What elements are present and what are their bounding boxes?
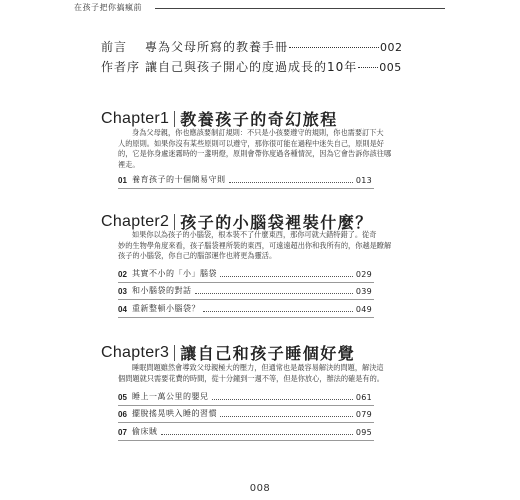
front-page-number: 005	[379, 61, 402, 74]
entry-number: 06	[118, 410, 127, 419]
entry-rule	[118, 422, 374, 423]
entry-title: 擺脫搖晃哄入睡的習慣	[132, 409, 217, 418]
chapter-number: Chapter1	[101, 109, 170, 127]
entry-rule	[118, 405, 374, 406]
intro-line: 孩子的小腦袋，你自己的腦部運作也將更為靈活。	[118, 251, 277, 260]
leader-dots	[212, 399, 353, 400]
entry-page-number: 039	[355, 287, 372, 296]
leader-dots	[161, 434, 353, 435]
running-head: 在孩子把你搞瘋前	[74, 3, 142, 12]
toc-front-author-preface[interactable]	[101, 58, 402, 75]
chapter-number: Chapter2	[101, 212, 170, 230]
chapter-title: 孩子的小腦袋裡裝什麼？	[180, 213, 373, 232]
leader-dots	[195, 293, 353, 294]
intro-line: 裡走。	[118, 159, 140, 169]
entry-page-number: 049	[355, 305, 372, 314]
entry-page-number: 029	[355, 270, 372, 279]
chapter-intro	[118, 230, 408, 262]
entry-title: 重新整頓小腦袋？	[132, 304, 200, 313]
entry-number: 01	[118, 176, 127, 185]
front-title: 專為父母所寫的教養手冊	[145, 40, 289, 54]
intro-line: 身為父母親，你也應該要制訂規則：不只是小孩要遵守的規則，你也需要訂下大	[132, 128, 384, 137]
toc-entry[interactable]	[118, 268, 372, 279]
entry-title: 偷床賊	[132, 427, 158, 436]
entry-rule	[118, 317, 374, 318]
page-number: 008	[249, 483, 271, 494]
entry-number: 02	[118, 270, 127, 279]
chapter-heading-3[interactable]	[101, 341, 355, 364]
chapter-intro	[118, 128, 408, 170]
front-label: 作者序	[101, 60, 141, 74]
entry-title: 和小腦袋的對話	[132, 286, 192, 295]
leader-dots	[220, 276, 353, 277]
toc-entry[interactable]	[118, 285, 372, 296]
entry-title: 其實不小的「小」腦袋	[132, 269, 217, 278]
entry-rule	[118, 299, 374, 300]
chapter-intro	[118, 363, 408, 384]
toc-entry[interactable]	[118, 303, 372, 314]
entry-page-number: 061	[355, 393, 372, 402]
entry-rule	[118, 440, 374, 441]
leader-dots	[220, 416, 353, 417]
entry-title: 養育孩子的十個簡易守則	[132, 175, 226, 184]
chapter-divider	[174, 345, 175, 361]
intro-line: 人的原則。如果你沒有某些原則可以遵守，那你很可能在過程中迷失自己，原則是好	[118, 138, 384, 148]
entry-number: 05	[118, 393, 127, 402]
entry-page-number: 013	[355, 176, 372, 185]
entry-title: 睡上一萬公里的嬰兒	[132, 392, 209, 401]
leader-dots	[229, 182, 353, 183]
entry-number: 07	[118, 428, 127, 437]
chapter-divider	[174, 214, 175, 230]
entry-rule	[118, 282, 374, 283]
entry-number: 03	[118, 287, 127, 296]
running-head-rule	[155, 8, 445, 9]
front-page-number: 002	[380, 41, 403, 54]
entry-rule	[118, 188, 374, 189]
chapter-number: Chapter3	[101, 343, 170, 361]
leader-dots	[358, 67, 378, 68]
toc-entry[interactable]	[118, 391, 372, 402]
intro-line: 個問題就只需要花費的時間，從十分鐘到一週不等，但是你放心，辦法的確是有的。	[118, 373, 384, 383]
chapter-heading-1[interactable]	[101, 107, 338, 130]
toc-entry[interactable]	[118, 174, 372, 185]
intro-line: 睡眠問題雖然會導致父母親極大的壓力，但通常也是最容易解決的問題，解決這	[132, 363, 384, 372]
entry-page-number: 095	[355, 428, 372, 437]
chapter-title: 教養孩子的奇幻旅程	[180, 110, 338, 129]
intro-line: 妙的生物學角度來看，孩子腦袋裡所裝的東西，可遠遠超出你和我所有的，你越是瞭解	[118, 240, 392, 250]
toc-entry[interactable]	[118, 426, 372, 437]
leader-dots	[289, 47, 379, 48]
intro-line: 如果你以為孩子的小腦袋，根本裝不了什麼東西，那你可就大錯特錯了。從奇	[132, 230, 377, 239]
toc-entry[interactable]	[118, 408, 372, 419]
leader-dots	[203, 311, 353, 312]
toc-front-preface[interactable]	[101, 38, 403, 55]
front-title: 讓自己與孩子開心的度過成長的10年	[145, 60, 358, 74]
entry-number: 04	[118, 305, 127, 314]
chapter-divider	[174, 111, 175, 127]
intro-line: 的，它是你身處迷霧時的一盞明燈，原則會帶你度過各種情況，因為它會告訴你該往哪	[118, 149, 392, 158]
front-label: 前言	[101, 40, 128, 54]
chapter-title: 讓自己和孩子睡個好覺	[180, 344, 356, 363]
entry-page-number: 079	[355, 410, 372, 419]
